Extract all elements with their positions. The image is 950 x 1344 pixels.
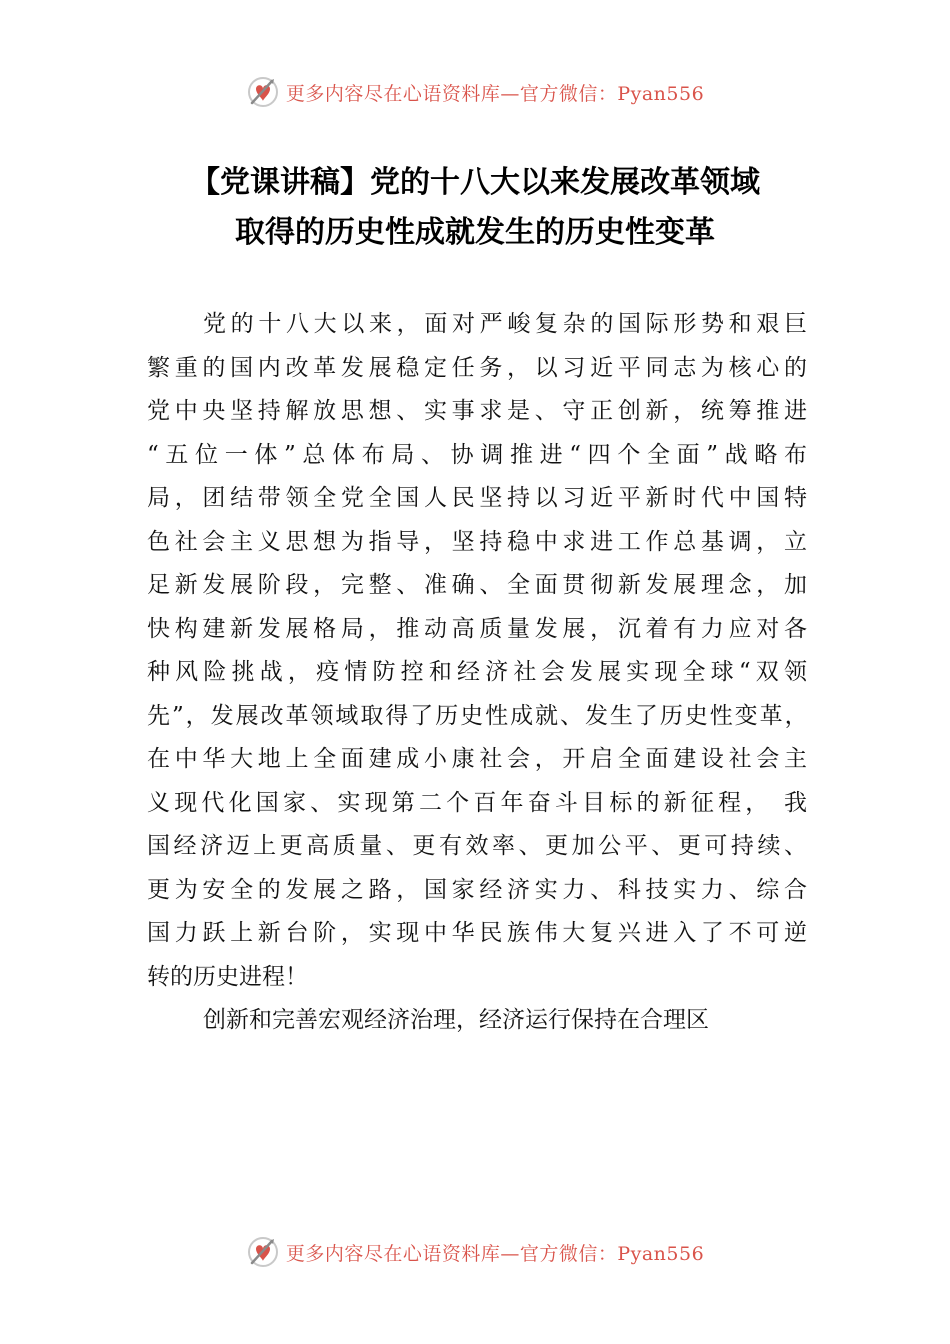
text-line: 足新发展阶段，完整、准确、全面贯彻新发展理念，加 [147, 572, 807, 598]
text-line: “五位一体”总体布局、协调推进“四个全面”战略布 [147, 441, 807, 468]
text-line: 国经济迈上更高质量、更有效率、更加公平、更可持续、 [147, 833, 807, 859]
pen-heart-logo-icon [246, 75, 280, 109]
header-watermark [0, 72, 950, 112]
text-line: 在中华大地上全面建成小康社会，开启全面建设社会主 [147, 746, 807, 772]
paragraph-1 [147, 303, 807, 999]
text-line: 先”，发展改革领域取得了历史性成就、发生了历史性变革， [147, 702, 807, 729]
title-line-1: 【党课讲稿】党的十八大以来发展改革领域 [190, 165, 760, 200]
watermark-text: 更多内容尽在心语资料库—官方微信：Pyan556 [285, 1242, 705, 1265]
text-line: 局，团结带领全党全国人民坚持以习近平新时代中国特 [147, 485, 807, 511]
watermark-text: 更多内容尽在心语资料库—官方微信：Pyan556 [285, 82, 705, 105]
document-body [147, 303, 807, 1043]
text-line: 党的十八大以来，面对严峻复杂的国际形势和艰巨 [203, 311, 807, 337]
paragraph-2 [147, 999, 807, 1043]
text-line: 国力跃上新台阶，实现中华民族伟大复兴进入了不可逆 [147, 920, 807, 946]
text-line: 种风险挑战，疫情防控和经济社会发展实现全球“双领 [147, 659, 807, 685]
text-line: 党中央坚持解放思想、实事求是、守正创新，统筹推进 [147, 398, 807, 424]
text-line: 义现代化国家、实现第二个百年奋斗目标的新征程， 我 [147, 789, 807, 816]
text-line: 色社会主义思想为指导，坚持稳中求进工作总基调，立 [147, 528, 807, 555]
text-line: 转的历史进程！ [147, 963, 308, 990]
footer-watermark [0, 1232, 950, 1272]
page-title [0, 158, 950, 258]
text-line: 创新和完善宏观经济治理，经济运行保持在合理区 [203, 1007, 709, 1033]
text-line: 繁重的国内改革发展稳定任务，以习近平同志为核心的 [147, 354, 807, 381]
pen-heart-logo-icon [246, 1235, 280, 1269]
text-line: 快构建新发展格局，推动高质量发展，沉着有力应对各 [147, 615, 807, 642]
text-line: 更为安全的发展之路，国家经济实力、科技实力、综合 [147, 876, 807, 903]
title-line-2: 取得的历史性成就发生的历史性变革 [235, 215, 715, 250]
